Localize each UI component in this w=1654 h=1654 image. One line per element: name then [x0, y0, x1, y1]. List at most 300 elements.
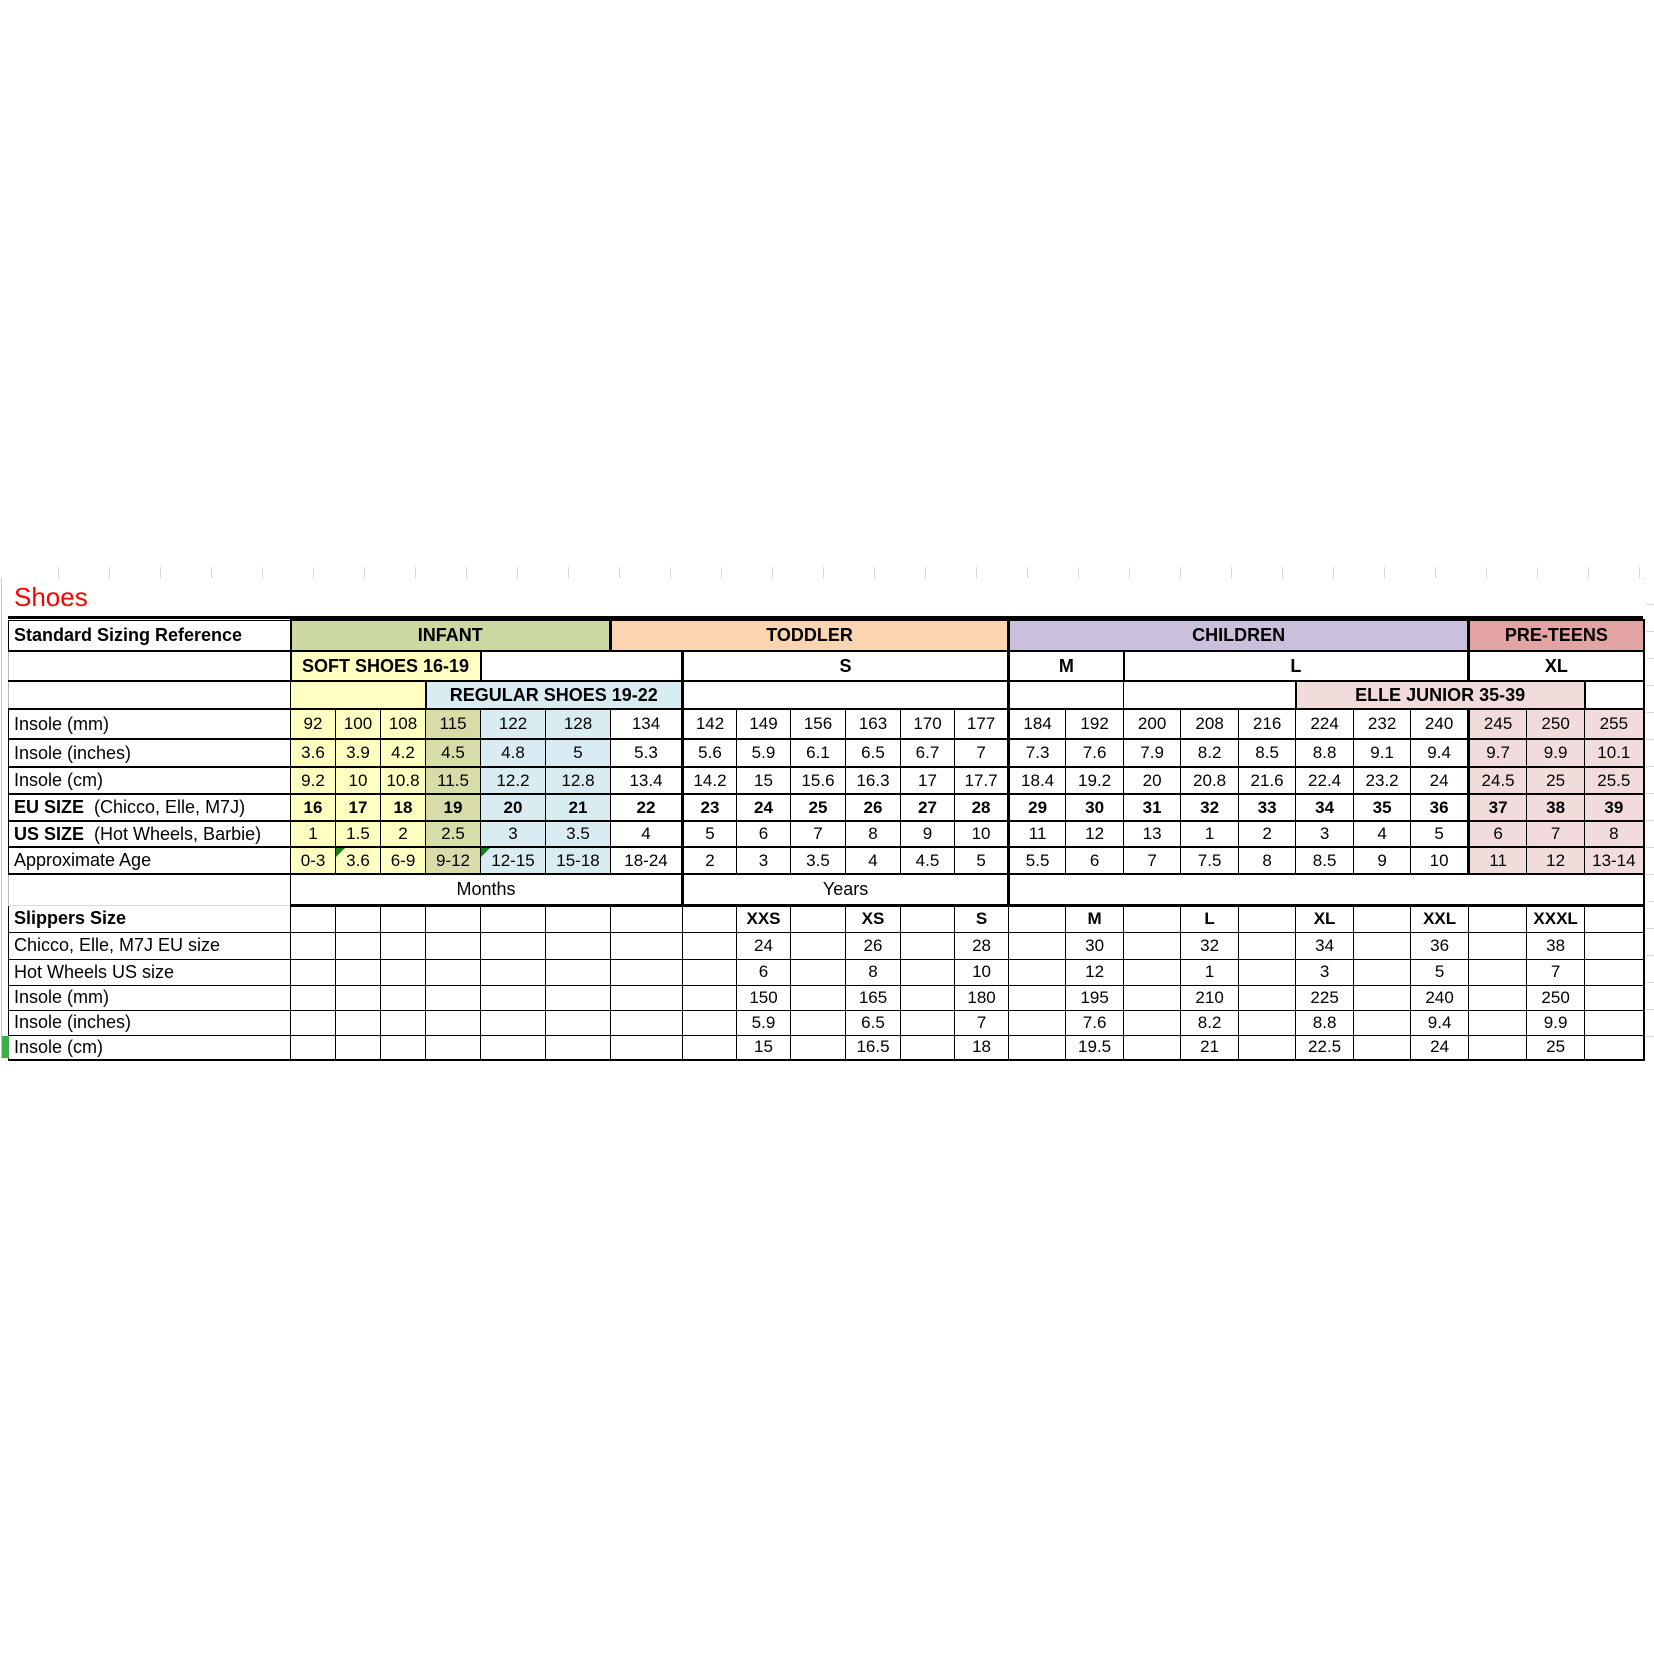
empty-cell[interactable]	[481, 1035, 546, 1060]
empty-cell[interactable]	[481, 932, 546, 959]
slipper-row-label[interactable]: Chicco, Elle, M7J EU size	[9, 932, 291, 959]
value-cell[interactable]: 8.5	[1239, 739, 1296, 767]
value-cell[interactable]: 15-18	[546, 847, 611, 874]
value-cell[interactable]: 24	[737, 794, 791, 821]
value-cell[interactable]: 7.9	[1124, 739, 1181, 767]
value-cell[interactable]: 1	[1181, 821, 1239, 847]
value-cell[interactable]: 9	[901, 821, 955, 847]
value-cell[interactable]: 4	[1354, 821, 1411, 847]
value-cell[interactable]: 7.6	[1066, 739, 1124, 767]
empty-cell[interactable]	[1009, 874, 1644, 905]
slipper-value-cell[interactable]: 30	[1066, 932, 1124, 959]
value-cell[interactable]: 37	[1469, 794, 1527, 821]
slipper-value-cell[interactable]: 7	[955, 1010, 1009, 1035]
value-cell[interactable]: 192	[1066, 709, 1124, 739]
slipper-size-label[interactable]: L	[1181, 905, 1239, 932]
value-cell[interactable]: 13	[1124, 821, 1181, 847]
slipper-value-cell[interactable]: 24	[1411, 1035, 1469, 1060]
corner-header[interactable]: Standard Sizing Reference	[9, 620, 291, 651]
value-cell[interactable]: 3.6	[336, 847, 381, 874]
empty-cell[interactable]	[481, 905, 546, 932]
value-cell[interactable]: 6	[1066, 847, 1124, 874]
empty-cell[interactable]	[1124, 1010, 1181, 1035]
empty-cell[interactable]	[611, 932, 683, 959]
value-cell[interactable]: 7.3	[1009, 739, 1066, 767]
empty-cell[interactable]	[291, 1010, 336, 1035]
empty-cell[interactable]	[381, 905, 426, 932]
empty-cell[interactable]	[1469, 1035, 1527, 1060]
slipper-value-cell[interactable]: 5.9	[737, 1010, 791, 1035]
value-cell[interactable]: 17.7	[955, 767, 1009, 794]
slipper-value-cell[interactable]: 22.5	[1296, 1035, 1354, 1060]
value-cell[interactable]: 2	[381, 821, 426, 847]
empty-cell[interactable]	[291, 932, 336, 959]
empty-cell[interactable]	[481, 959, 546, 985]
empty-cell[interactable]	[1469, 932, 1527, 959]
slipper-value-cell[interactable]: 34	[1296, 932, 1354, 959]
empty-cell[interactable]	[1469, 905, 1527, 932]
value-cell[interactable]: 3.9	[336, 739, 381, 767]
empty-cell[interactable]	[291, 959, 336, 985]
slipper-value-cell[interactable]: 180	[955, 985, 1009, 1010]
empty-cell[interactable]	[791, 959, 846, 985]
value-cell[interactable]: 9.1	[1354, 739, 1411, 767]
value-cell[interactable]: 216	[1239, 709, 1296, 739]
value-cell[interactable]: 3	[481, 821, 546, 847]
value-cell[interactable]: 6.5	[846, 739, 901, 767]
value-cell[interactable]: 4.5	[426, 739, 481, 767]
empty-cell[interactable]	[611, 1035, 683, 1060]
empty-cell[interactable]	[1124, 932, 1181, 959]
empty-cell[interactable]	[1124, 959, 1181, 985]
row-label-2[interactable]: Insole (inches)	[9, 739, 291, 767]
value-cell[interactable]: 20	[481, 794, 546, 821]
value-cell[interactable]: 5.5	[1009, 847, 1066, 874]
value-cell[interactable]: 4.8	[481, 739, 546, 767]
empty-cell[interactable]	[336, 959, 381, 985]
value-cell[interactable]: 22	[611, 794, 683, 821]
value-cell[interactable]: 7	[1124, 847, 1181, 874]
slipper-value-cell[interactable]: 26	[846, 932, 901, 959]
value-cell[interactable]: 12.2	[481, 767, 546, 794]
band-soft-shoes[interactable]: SOFT SHOES 16-19	[291, 651, 481, 681]
value-cell[interactable]: 8.2	[1181, 739, 1239, 767]
value-cell[interactable]: 142	[683, 709, 737, 739]
value-cell[interactable]: 39	[1585, 794, 1644, 821]
value-cell[interactable]: 7.5	[1181, 847, 1239, 874]
empty-cell[interactable]	[901, 905, 955, 932]
empty-cell[interactable]	[1009, 681, 1124, 709]
value-cell[interactable]: 23.2	[1354, 767, 1411, 794]
band-elle-junior[interactable]: ELLE JUNIOR 35-39	[1296, 681, 1585, 709]
slipper-value-cell[interactable]: 195	[1066, 985, 1124, 1010]
value-cell[interactable]: 4.5	[901, 847, 955, 874]
slipper-size-label[interactable]: XXS	[737, 905, 791, 932]
slipper-value-cell[interactable]: 38	[1527, 932, 1585, 959]
empty-cell[interactable]	[1124, 985, 1181, 1010]
value-cell[interactable]: 35	[1354, 794, 1411, 821]
value-cell[interactable]: 32	[1181, 794, 1239, 821]
empty-cell[interactable]	[1585, 1010, 1644, 1035]
empty-cell[interactable]	[1009, 985, 1066, 1010]
value-cell[interactable]: 23	[683, 794, 737, 821]
band-size-l[interactable]: L	[1124, 651, 1469, 681]
value-cell[interactable]: 208	[1181, 709, 1239, 739]
empty-cell[interactable]	[683, 985, 737, 1010]
value-cell[interactable]: 2	[683, 847, 737, 874]
value-cell[interactable]: 115	[426, 709, 481, 739]
slipper-value-cell[interactable]: 18	[955, 1035, 1009, 1060]
value-cell[interactable]: 21.6	[1239, 767, 1296, 794]
value-cell[interactable]: 10.1	[1585, 739, 1644, 767]
empty-cell[interactable]	[546, 1035, 611, 1060]
value-cell[interactable]: 29	[1009, 794, 1066, 821]
empty-cell[interactable]	[426, 932, 481, 959]
slipper-size-label[interactable]: XXXL	[1527, 905, 1585, 932]
months-cell[interactable]: Months	[291, 874, 683, 905]
empty-cell[interactable]	[1239, 932, 1296, 959]
empty-cell[interactable]	[9, 651, 291, 681]
value-cell[interactable]: 20.8	[1181, 767, 1239, 794]
empty-cell[interactable]	[901, 1010, 955, 1035]
band-size-s[interactable]: S	[683, 651, 1009, 681]
value-cell[interactable]: 11.5	[426, 767, 481, 794]
empty-cell[interactable]	[381, 1010, 426, 1035]
band-regular-shoes[interactable]: REGULAR SHOES 19-22	[426, 681, 683, 709]
slipper-value-cell[interactable]: 28	[955, 932, 1009, 959]
empty-cell[interactable]	[336, 985, 381, 1010]
empty-cell[interactable]	[1469, 1010, 1527, 1035]
value-cell[interactable]: 24.5	[1469, 767, 1527, 794]
value-cell[interactable]: 4	[611, 821, 683, 847]
slipper-value-cell[interactable]: 225	[1296, 985, 1354, 1010]
slipper-value-cell[interactable]: 210	[1181, 985, 1239, 1010]
empty-cell[interactable]	[683, 681, 1009, 709]
empty-cell[interactable]	[1469, 985, 1527, 1010]
value-cell[interactable]: 31	[1124, 794, 1181, 821]
empty-cell[interactable]	[683, 959, 737, 985]
empty-cell[interactable]	[901, 1035, 955, 1060]
value-cell[interactable]: 9-12	[426, 847, 481, 874]
slipper-value-cell[interactable]: 150	[737, 985, 791, 1010]
empty-cell[interactable]	[1009, 932, 1066, 959]
empty-cell[interactable]	[1354, 959, 1411, 985]
value-cell[interactable]: 5.3	[611, 739, 683, 767]
slipper-value-cell[interactable]: 1	[1181, 959, 1239, 985]
empty-cell[interactable]	[1009, 959, 1066, 985]
empty-cell[interactable]	[546, 932, 611, 959]
group-toddler[interactable]: TODDLER	[611, 620, 1009, 651]
group-infant[interactable]: INFANT	[291, 620, 611, 651]
empty-cell[interactable]	[426, 905, 481, 932]
empty-cell[interactable]	[381, 985, 426, 1010]
slippers-title[interactable]: Slippers Size	[9, 905, 291, 932]
slipper-value-cell[interactable]: 19.5	[1066, 1035, 1124, 1060]
value-cell[interactable]: 3	[737, 847, 791, 874]
empty-cell[interactable]	[1239, 959, 1296, 985]
value-cell[interactable]: 12	[1527, 847, 1585, 874]
empty-cell[interactable]	[791, 1010, 846, 1035]
value-cell[interactable]: 122	[481, 709, 546, 739]
value-cell[interactable]: 20	[1124, 767, 1181, 794]
empty-cell[interactable]	[381, 959, 426, 985]
empty-cell[interactable]	[1585, 985, 1644, 1010]
value-cell[interactable]: 13.4	[611, 767, 683, 794]
empty-cell[interactable]	[336, 1035, 381, 1060]
empty-cell[interactable]	[1124, 1035, 1181, 1060]
empty-cell[interactable]	[336, 905, 381, 932]
slipper-value-cell[interactable]: 165	[846, 985, 901, 1010]
empty-cell[interactable]	[611, 905, 683, 932]
empty-cell[interactable]	[1354, 1010, 1411, 1035]
empty-cell[interactable]	[1585, 905, 1644, 932]
value-cell[interactable]: 11	[1469, 847, 1527, 874]
row-label-4[interactable]	[9, 794, 291, 821]
empty-cell[interactable]	[1469, 959, 1527, 985]
value-cell[interactable]: 8.5	[1296, 847, 1354, 874]
value-cell[interactable]: 2	[1239, 821, 1296, 847]
value-cell[interactable]: 134	[611, 709, 683, 739]
slipper-size-label[interactable]: M	[1066, 905, 1124, 932]
slipper-value-cell[interactable]: 8.2	[1181, 1010, 1239, 1035]
group-preteens[interactable]: PRE-TEENS	[1469, 620, 1644, 651]
value-cell[interactable]: 15.6	[791, 767, 846, 794]
slipper-row-label[interactable]: Insole (cm)	[9, 1035, 291, 1060]
value-cell[interactable]: 7	[955, 739, 1009, 767]
slipper-row-label[interactable]: Insole (mm)	[9, 985, 291, 1010]
empty-cell[interactable]	[611, 959, 683, 985]
empty-cell[interactable]	[901, 985, 955, 1010]
value-cell[interactable]: 8	[1585, 821, 1644, 847]
value-cell[interactable]: 25.5	[1585, 767, 1644, 794]
value-cell[interactable]: 30	[1066, 794, 1124, 821]
slipper-value-cell[interactable]: 250	[1527, 985, 1585, 1010]
band-size-m[interactable]: M	[1009, 651, 1124, 681]
slipper-value-cell[interactable]: 7	[1527, 959, 1585, 985]
value-cell[interactable]: 128	[546, 709, 611, 739]
value-cell[interactable]: 1.5	[336, 821, 381, 847]
value-cell[interactable]: 14.2	[683, 767, 737, 794]
value-cell[interactable]: 17	[336, 794, 381, 821]
value-cell[interactable]: 5.9	[737, 739, 791, 767]
value-cell[interactable]: 16	[291, 794, 336, 821]
value-cell[interactable]: 19	[426, 794, 481, 821]
years-cell[interactable]: Years	[683, 874, 1009, 905]
empty-cell[interactable]	[791, 905, 846, 932]
value-cell[interactable]: 26	[846, 794, 901, 821]
slipper-row-label[interactable]: Insole (inches)	[9, 1010, 291, 1035]
empty-cell[interactable]	[1354, 905, 1411, 932]
empty-cell[interactable]	[791, 985, 846, 1010]
value-cell[interactable]: 18.4	[1009, 767, 1066, 794]
value-cell[interactable]: 2.5	[426, 821, 481, 847]
empty-cell[interactable]	[1239, 905, 1296, 932]
slipper-value-cell[interactable]: 6	[737, 959, 791, 985]
value-cell[interactable]: 3.6	[291, 739, 336, 767]
sheet-title-row[interactable]	[8, 578, 1643, 619]
slipper-row-label[interactable]: Hot Wheels US size	[9, 959, 291, 985]
value-cell[interactable]: 6	[737, 821, 791, 847]
empty-cell[interactable]	[381, 1035, 426, 1060]
empty-cell[interactable]	[611, 985, 683, 1010]
value-cell[interactable]: 5	[1411, 821, 1469, 847]
empty-cell[interactable]	[546, 1010, 611, 1035]
empty-cell[interactable]	[683, 1035, 737, 1060]
value-cell[interactable]: 10	[955, 821, 1009, 847]
slipper-value-cell[interactable]: 32	[1181, 932, 1239, 959]
value-cell[interactable]: 17	[901, 767, 955, 794]
slipper-value-cell[interactable]: 5	[1411, 959, 1469, 985]
value-cell[interactable]: 240	[1411, 709, 1469, 739]
value-cell[interactable]: 6	[1469, 821, 1527, 847]
slipper-value-cell[interactable]: 16.5	[846, 1035, 901, 1060]
empty-cell[interactable]	[291, 985, 336, 1010]
value-cell[interactable]: 250	[1527, 709, 1585, 739]
value-cell[interactable]: 28	[955, 794, 1009, 821]
empty-cell[interactable]	[683, 905, 737, 932]
empty-cell[interactable]	[683, 932, 737, 959]
value-cell[interactable]: 108	[381, 709, 426, 739]
slipper-value-cell[interactable]: 36	[1411, 932, 1469, 959]
slipper-value-cell[interactable]: 25	[1527, 1035, 1585, 1060]
value-cell[interactable]: 10	[336, 767, 381, 794]
row-label-5[interactable]	[9, 821, 291, 847]
value-cell[interactable]: 163	[846, 709, 901, 739]
value-cell[interactable]: 9.4	[1411, 739, 1469, 767]
value-cell[interactable]: 8	[846, 821, 901, 847]
value-cell[interactable]: 36	[1411, 794, 1469, 821]
value-cell[interactable]: 25	[1527, 767, 1585, 794]
value-cell[interactable]: 4.2	[381, 739, 426, 767]
value-cell[interactable]: 18-24	[611, 847, 683, 874]
slipper-value-cell[interactable]: 15	[737, 1035, 791, 1060]
row-label-3[interactable]: Insole (cm)	[9, 767, 291, 794]
value-cell[interactable]: 224	[1296, 709, 1354, 739]
empty-cell[interactable]	[336, 1010, 381, 1035]
empty-cell[interactable]	[9, 681, 291, 709]
empty-cell[interactable]	[481, 651, 683, 681]
value-cell[interactable]: 11	[1009, 821, 1066, 847]
slipper-value-cell[interactable]: 6.5	[846, 1010, 901, 1035]
value-cell[interactable]: 3	[1296, 821, 1354, 847]
empty-cell[interactable]	[1585, 1035, 1644, 1060]
slipper-size-label[interactable]: XL	[1296, 905, 1354, 932]
value-cell[interactable]: 7	[791, 821, 846, 847]
slipper-value-cell[interactable]: 12	[1066, 959, 1124, 985]
empty-cell[interactable]	[546, 959, 611, 985]
value-cell[interactable]: 5	[683, 821, 737, 847]
value-cell[interactable]: 22.4	[1296, 767, 1354, 794]
empty-cell[interactable]	[291, 1035, 336, 1060]
value-cell[interactable]: 184	[1009, 709, 1066, 739]
value-cell[interactable]: 33	[1239, 794, 1296, 821]
value-cell[interactable]: 9.2	[291, 767, 336, 794]
value-cell[interactable]: 8.8	[1296, 739, 1354, 767]
empty-cell[interactable]	[426, 985, 481, 1010]
empty-cell[interactable]	[546, 985, 611, 1010]
slipper-value-cell[interactable]: 24	[737, 932, 791, 959]
slipper-size-label[interactable]: S	[955, 905, 1009, 932]
value-cell[interactable]: 4	[846, 847, 901, 874]
slipper-value-cell[interactable]: 10	[955, 959, 1009, 985]
value-cell[interactable]: 8	[1239, 847, 1296, 874]
slipper-value-cell[interactable]: 3	[1296, 959, 1354, 985]
slipper-size-label[interactable]: XXL	[1411, 905, 1469, 932]
empty-cell[interactable]	[426, 1035, 481, 1060]
empty-cell[interactable]	[546, 905, 611, 932]
value-cell[interactable]: 156	[791, 709, 846, 739]
value-cell[interactable]: 12-15	[481, 847, 546, 874]
value-cell[interactable]: 34	[1296, 794, 1354, 821]
slipper-value-cell[interactable]: 8.8	[1296, 1010, 1354, 1035]
empty-cell[interactable]	[791, 932, 846, 959]
value-cell[interactable]: 149	[737, 709, 791, 739]
value-cell[interactable]: 5	[546, 739, 611, 767]
value-cell[interactable]: 25	[791, 794, 846, 821]
empty-cell[interactable]	[336, 932, 381, 959]
value-cell[interactable]: 9.7	[1469, 739, 1527, 767]
value-cell[interactable]: 24	[1411, 767, 1469, 794]
value-cell[interactable]: 5	[955, 847, 1009, 874]
empty-cell[interactable]	[291, 681, 426, 709]
value-cell[interactable]: 5.6	[683, 739, 737, 767]
empty-cell[interactable]	[9, 874, 291, 905]
empty-cell[interactable]	[1585, 932, 1644, 959]
value-cell[interactable]: 10.8	[381, 767, 426, 794]
empty-cell[interactable]	[291, 905, 336, 932]
empty-cell[interactable]	[1239, 985, 1296, 1010]
empty-cell[interactable]	[1009, 1010, 1066, 1035]
slipper-value-cell[interactable]: 240	[1411, 985, 1469, 1010]
slipper-size-label[interactable]: XS	[846, 905, 901, 932]
empty-cell[interactable]	[1354, 985, 1411, 1010]
empty-cell[interactable]	[1009, 1035, 1066, 1060]
value-cell[interactable]: 18	[381, 794, 426, 821]
empty-cell[interactable]	[791, 1035, 846, 1060]
value-cell[interactable]: 15	[737, 767, 791, 794]
empty-cell[interactable]	[481, 1010, 546, 1035]
value-cell[interactable]: 3.5	[791, 847, 846, 874]
value-cell[interactable]: 27	[901, 794, 955, 821]
group-children[interactable]: CHILDREN	[1009, 620, 1469, 651]
slipper-value-cell[interactable]: 8	[846, 959, 901, 985]
empty-cell[interactable]	[481, 985, 546, 1010]
value-cell[interactable]: 9.9	[1527, 739, 1585, 767]
value-cell[interactable]: 19.2	[1066, 767, 1124, 794]
row-label-1[interactable]: Insole (mm)	[9, 709, 291, 739]
empty-cell[interactable]	[1585, 959, 1644, 985]
empty-cell[interactable]	[1124, 905, 1181, 932]
empty-cell[interactable]	[1354, 932, 1411, 959]
empty-cell[interactable]	[1354, 1035, 1411, 1060]
value-cell[interactable]: 100	[336, 709, 381, 739]
value-cell[interactable]: 177	[955, 709, 1009, 739]
value-cell[interactable]: 6.1	[791, 739, 846, 767]
slipper-value-cell[interactable]: 7.6	[1066, 1010, 1124, 1035]
value-cell[interactable]: 6.7	[901, 739, 955, 767]
empty-cell[interactable]	[1239, 1035, 1296, 1060]
value-cell[interactable]: 38	[1527, 794, 1585, 821]
slipper-value-cell[interactable]: 9.9	[1527, 1010, 1585, 1035]
empty-cell[interactable]	[381, 932, 426, 959]
value-cell[interactable]: 0-3	[291, 847, 336, 874]
band-size-xl[interactable]: XL	[1469, 651, 1644, 681]
value-cell[interactable]: 3.5	[546, 821, 611, 847]
value-cell[interactable]: 245	[1469, 709, 1527, 739]
row-label-6[interactable]: Approximate Age	[9, 847, 291, 874]
value-cell[interactable]: 6-9	[381, 847, 426, 874]
value-cell[interactable]: 200	[1124, 709, 1181, 739]
